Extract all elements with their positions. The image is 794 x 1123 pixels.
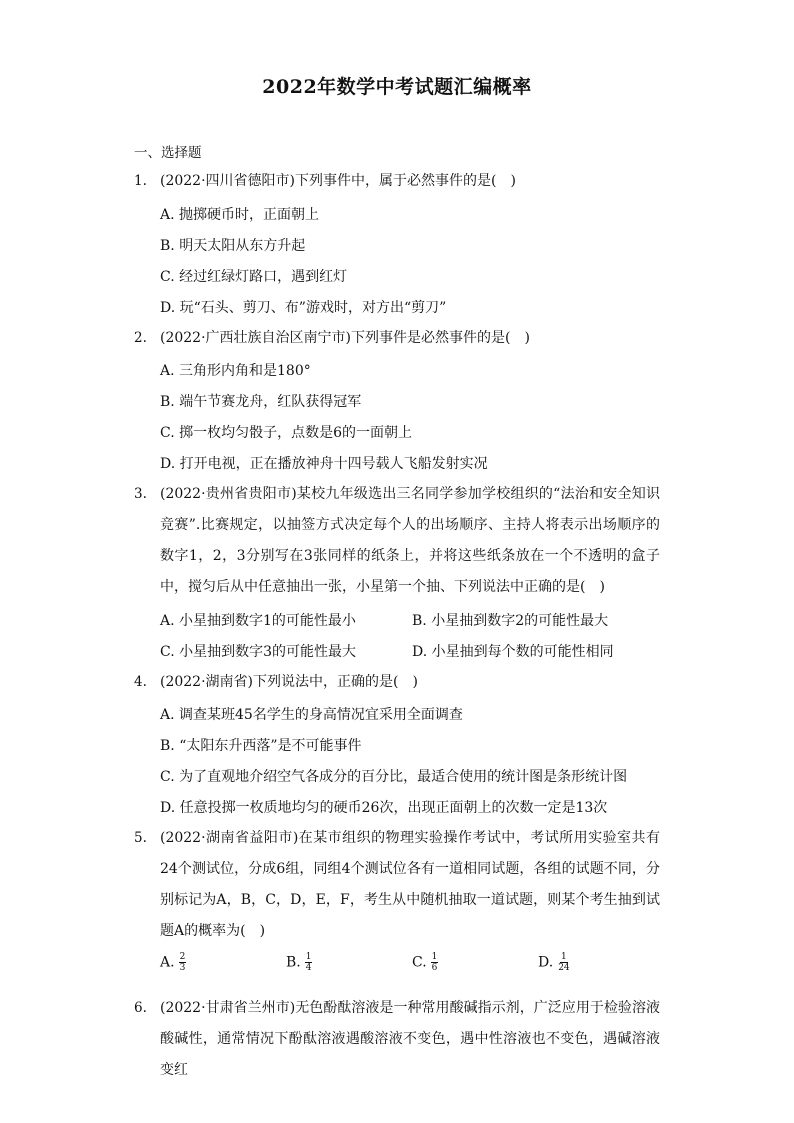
option-label: B. — [286, 954, 301, 971]
fraction-denominator: 6 — [431, 963, 438, 973]
fraction-numerator: 1 — [305, 952, 312, 962]
question-text: (2022·甘肃省兰州市)无色酚酞溶液是一种常用酸碱指示剂，广泛应用于检验溶液酸碱性，通常情况下酚酞溶液遇酸溶液不变色，遇中性溶液也不变色，遇碱溶液变红 — [160, 1000, 660, 1078]
fraction-numerator: 2 — [179, 952, 186, 962]
fraction-numerator: 1 — [431, 952, 438, 962]
option: A. 三角形内角和是180° — [160, 363, 311, 379]
question-number: 1. — [134, 173, 147, 189]
fraction-denominator: 4 — [305, 963, 312, 973]
option: B. 端午节赛龙舟，红队获得冠军 — [160, 394, 362, 410]
question-number: 4. — [134, 674, 147, 690]
question-number: 2. — [134, 330, 147, 346]
option-fraction — [412, 952, 438, 973]
option: C. 掷一枚均匀骰子，点数是6的一面朝上 — [160, 425, 413, 441]
question-number: 5. — [134, 830, 147, 846]
option: B. “太阳东升西落”是不可能事件 — [160, 738, 362, 754]
question-number: 3. — [134, 486, 147, 502]
option: A. 抛掷硬币时，正面朝上 — [160, 207, 320, 223]
question-text: (2022·湖南省)下列说法中，正确的是( ) — [160, 674, 418, 690]
section-heading: 一、选择题 — [134, 145, 202, 161]
option: B. 明天太阳从东方升起 — [160, 238, 306, 254]
option-fraction — [160, 952, 186, 973]
question-text: (2022·广西壮族自治区南宁市)下列事件是必然事件的是( ) — [160, 330, 530, 346]
option: B. 小星抽到数字2的可能性最大 — [412, 613, 609, 629]
fraction — [305, 952, 313, 973]
fraction-numerator: 1 — [561, 952, 567, 962]
question-text: (2022·贵州省贵阳市)某校九年级选出三名同学参加学校组织的“法治和安全知识竞赛”.比赛规定，以抽签方式决定每个人的出场顺序、主持人将表示出场顺序的数字1，2，3分别写在3张同样的纸条上，并将这些纸条放在一个不透明的盒子中，搅匀后从中任意抽出一张，小星第一个抽、下列说法中正确的是( ) — [160, 486, 660, 595]
option-label: C. — [412, 954, 427, 971]
fraction-denominator: 3 — [179, 963, 186, 973]
question-number: 6. — [134, 1000, 147, 1016]
option: C. 为了直观地介绍空气各成分的百分比，最适合使用的统计图是条形统计图 — [160, 769, 628, 785]
option: D. 打开电视，正在播放神舟十四号载人飞船发射实况 — [160, 456, 488, 472]
option-label: A. — [160, 954, 175, 971]
page-title: 2022年数学中考试题汇编概率 — [262, 76, 532, 98]
fraction — [557, 952, 570, 973]
option: D. 玩“石头、剪刀、布”游戏时，对方出“剪刀” — [160, 300, 447, 316]
question-text: (2022·四川省德阳市)下列事件中，属于必然事件的是( ) — [160, 173, 516, 189]
option: C. 经过红绿灯路口，遇到红灯 — [160, 269, 348, 285]
question-text: (2022·湖南省益阳市)在某市组织的物理实验操作考试中，考试所用实验室共有24个测试位，分成6组，同组4个测试位各有一道相同试题，各组的试题不同，分别标记为A，B，C，D，E，F，考生从中随机抽取一道试题，则某个考生抽到试题A的概率为( ) — [160, 830, 660, 939]
option: A. 小星抽到数字1的可能性最小 — [160, 613, 356, 629]
fraction — [431, 952, 439, 973]
option: D. 小星抽到每个数的可能性相同 — [412, 644, 614, 660]
option: D. 任意投掷一枚质地均匀的硬币26次，出现正面朝上的次数一定是13次 — [160, 800, 608, 816]
fraction — [179, 952, 187, 973]
option-fraction — [286, 952, 312, 973]
option-label: D. — [538, 954, 554, 971]
option: C. 小星抽到数字3的可能性最大 — [160, 644, 357, 660]
option: A. 调查某班45名学生的身高情况宜采用全面调查 — [160, 707, 463, 723]
option-fraction — [538, 952, 571, 973]
fraction-denominator: 24 — [558, 963, 570, 973]
